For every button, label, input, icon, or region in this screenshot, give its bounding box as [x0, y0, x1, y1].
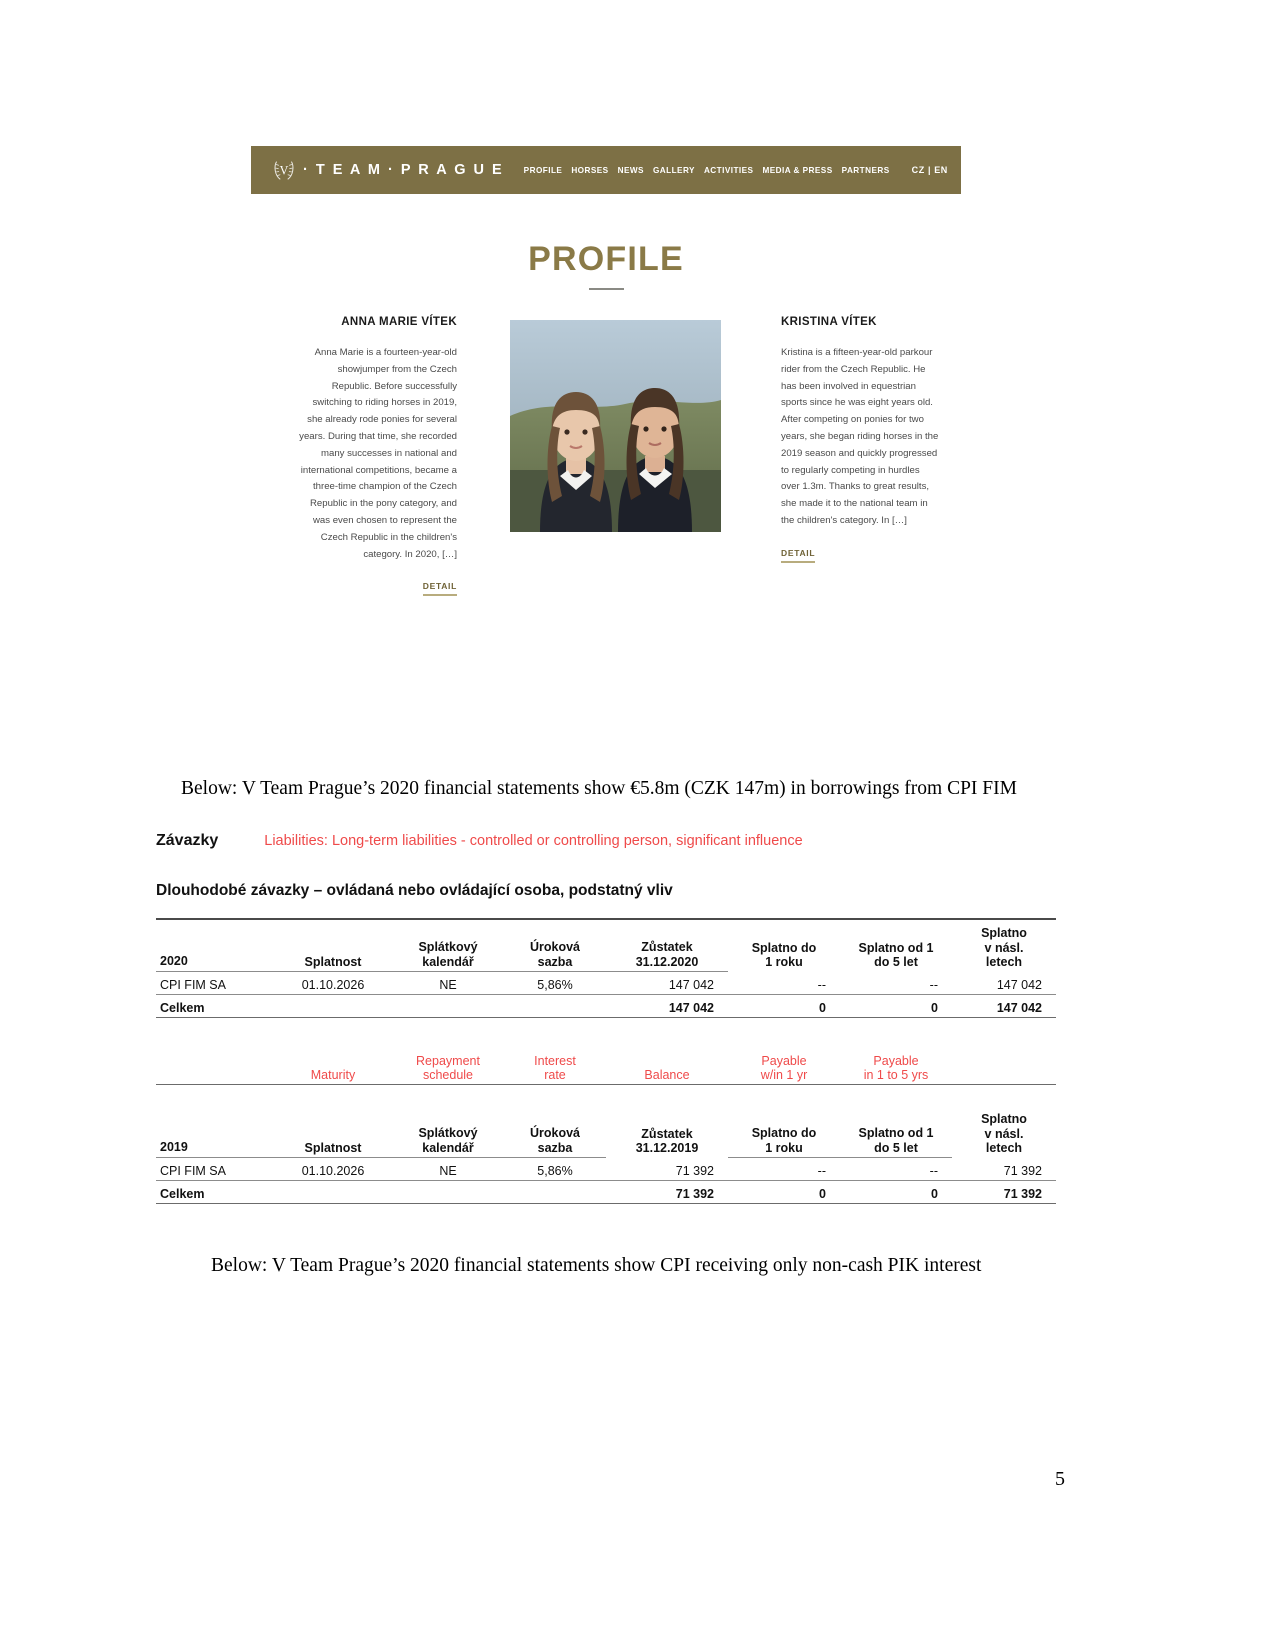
site-brand-text: · T E A M · P R A G U E	[303, 162, 504, 178]
header-interest-rate: Úroková sazba	[529, 1126, 581, 1155]
caption-above-financials: Below: V Team Prague’s 2020 financial statements show €5.8m (CZK 147m) in borrowings from CPI FIM	[181, 778, 1017, 799]
annotation-payable-within-1yr: Payable w/in 1 yr	[760, 1054, 808, 1082]
cell-payable-within-1yr: --	[817, 1164, 826, 1178]
nav-utilities	[912, 164, 992, 177]
profile-card-anna-marie	[299, 316, 457, 596]
table-row	[156, 976, 1056, 995]
header-year	[156, 1110, 274, 1158]
nav-item-profile[interactable]: PROFILE	[523, 165, 563, 175]
cell-payable-within-1yr: --	[817, 978, 826, 992]
cell-payable-within-1yr: 0	[819, 1001, 826, 1015]
table-2019	[156, 1110, 1056, 1208]
liabilities-heading-row	[156, 832, 803, 850]
cell-rate	[504, 1185, 606, 1204]
table-row-total	[156, 1185, 1056, 1204]
table-2020	[156, 918, 1056, 1022]
annotation-balance: Balance	[644, 1068, 690, 1082]
annotation-maturity: Maturity	[310, 1068, 356, 1082]
liabilities-translation-note: Liabilities: Long-term liabilities - controlled or controlling person, significant influence	[264, 833, 803, 849]
header-balance: Zůstatek 31.12.2020	[635, 940, 699, 969]
cell-balance: 147 042	[668, 978, 714, 992]
nav-item-activities[interactable]: ACTIVITIES	[703, 165, 754, 175]
cell-schedule: NE	[439, 978, 457, 992]
financial-statement-screenshot	[148, 820, 1068, 1232]
zavazky-label: Závazky	[156, 832, 219, 849]
cell-maturity	[274, 999, 392, 1018]
annotation-repayment-schedule: Repayment schedule	[416, 1054, 480, 1082]
cell-payable-later: 147 042	[996, 1001, 1042, 1015]
profile-name: KRISTINA VÍTEK	[781, 316, 877, 328]
annotation-blank-end	[952, 1052, 1056, 1085]
cell-schedule	[392, 999, 504, 1018]
cell-rate: 5,86%	[537, 978, 573, 992]
header-interest-rate: Úroková sazba	[529, 940, 581, 969]
website-screenshot	[251, 146, 961, 726]
profile-bio: Anna Marie is a fourteen-year-old showjumper from the Czech Republic. Before successfully switching to riding horses in 2019, she already rode ponies for several years. During that time, she recorded many successes in national and international competitions, became a three-time champion of the Czech Republic in the pony category, and was even chosen to represent the Czech Republic in the children's category. In 2020, […]	[299, 347, 457, 560]
cell-balance: 71 392	[675, 1164, 714, 1178]
laurel-v-monogram-icon	[271, 157, 297, 183]
annotation-interest-rate: Interest rate	[534, 1054, 576, 1082]
cell-balance: 71 392	[675, 1187, 714, 1201]
table-row	[156, 1162, 1056, 1181]
page-title: PROFILE	[528, 240, 684, 278]
table-header-row	[156, 924, 1056, 972]
page-number: 5	[1055, 1468, 1065, 1490]
header-year	[156, 924, 274, 972]
table-header-row	[156, 1110, 1056, 1158]
annotation-payable-1-to-5yrs: Payable in 1 to 5 yrs	[863, 1054, 929, 1082]
detail-link-kristina[interactable]: DETAIL	[781, 548, 815, 563]
nav-item-partners[interactable]: PARTNERS	[841, 165, 890, 175]
cell-entity: CPI FIM SA	[160, 1164, 226, 1178]
caption-below-financials: Below: V Team Prague’s 2020 financial statements show CPI receiving only non-cash PIK interest	[211, 1255, 982, 1276]
header-payable-later: Splatno v násl. letech	[981, 1112, 1027, 1155]
svg-text:V: V	[279, 163, 289, 178]
cell-maturity: 01.10.2026	[301, 1164, 365, 1178]
nav-item-media-press[interactable]: MEDIA & PRESS	[762, 165, 833, 175]
header-payable-1-to-5yrs: Splatno od 1 do 5 let	[858, 940, 934, 969]
cell-payable-1-to-5yrs: --	[929, 978, 938, 992]
table-rule	[156, 1204, 1056, 1209]
header-payable-1-to-5yrs: Splatno od 1 do 5 let	[858, 1126, 934, 1155]
profile-card-kristina	[781, 316, 939, 563]
cell-rate	[504, 999, 606, 1018]
cell-schedule: NE	[439, 1164, 457, 1178]
cell-payable-later: 71 392	[1003, 1164, 1042, 1178]
instagram-icon[interactable]	[979, 164, 992, 177]
cell-total-label: Celkem	[160, 1187, 205, 1201]
translation-row	[156, 1052, 1056, 1085]
title-divider	[589, 288, 624, 290]
cell-payable-1-to-5yrs: --	[929, 1164, 938, 1178]
header-payable-within-1yr: Splatno do 1 roku	[751, 1126, 817, 1155]
cell-maturity: 01.10.2026	[301, 978, 365, 992]
table-row-total	[156, 999, 1056, 1018]
language-switch[interactable]: CZ | EN	[911, 165, 948, 175]
cell-total-label: Celkem	[160, 1001, 205, 1015]
site-navigation-bar	[251, 146, 961, 194]
profile-bio: Kristina is a fifteen-year-old parkour rider from the Czech Republic. He has been involved in equestrian sports since he was eight years old. After competing on ponies for two years, she began riding horses in the 2019 season and quickly progressed to regularly competing in hurdles over 1.3m. Thanks to great results, she made it to the national team in the children's category. In […]	[781, 347, 939, 526]
cell-rate: 5,86%	[537, 1164, 573, 1178]
primary-nav	[524, 166, 890, 175]
table-rule	[156, 1018, 1056, 1023]
cell-payable-within-1yr: 0	[819, 1187, 826, 1201]
nav-item-horses[interactable]: HORSES	[571, 165, 609, 175]
header-balance: Zůstatek 31.12.2019	[635, 1126, 699, 1155]
cell-maturity	[274, 1185, 392, 1204]
riders-photo	[510, 320, 721, 532]
header-payable-later: Splatno v násl. letech	[981, 926, 1027, 969]
profile-name: ANNA MARIE VÍTEK	[341, 316, 457, 328]
header-maturity: Splatnost	[304, 954, 362, 969]
header-repayment-schedule: Splátkový kalendář	[418, 940, 478, 969]
detail-link-anna-marie[interactable]: DETAIL	[423, 581, 457, 596]
header-repayment-schedule: Splátkový kalendář	[418, 1126, 478, 1155]
long-term-liabilities-subtitle: Dlouhodobé závazky – ovládaná nebo ovládající osoba, podstatný vliv	[156, 882, 673, 899]
facebook-icon[interactable]	[957, 164, 970, 177]
nav-item-gallery[interactable]: GALLERY	[652, 165, 695, 175]
cell-entity: CPI FIM SA	[160, 978, 226, 992]
nav-item-news[interactable]: NEWS	[617, 165, 644, 175]
annotation-blank	[156, 1052, 274, 1085]
cell-balance: 147 042	[668, 1001, 714, 1015]
cell-payable-1-to-5yrs: 0	[931, 1001, 938, 1015]
cell-payable-later: 71 392	[1003, 1187, 1042, 1201]
site-logo[interactable]	[271, 157, 504, 183]
header-payable-within-1yr: Splatno do 1 roku	[751, 940, 817, 969]
header-year-label: 2020	[160, 953, 188, 968]
header-year-label: 2019	[160, 1139, 188, 1154]
table-translation-annotations	[156, 1052, 1056, 1089]
table-rule	[156, 1085, 1056, 1090]
header-maturity: Splatnost	[304, 1140, 362, 1155]
cell-payable-1-to-5yrs: 0	[931, 1187, 938, 1201]
cell-payable-later: 147 042	[996, 978, 1042, 992]
cell-schedule	[392, 1185, 504, 1204]
